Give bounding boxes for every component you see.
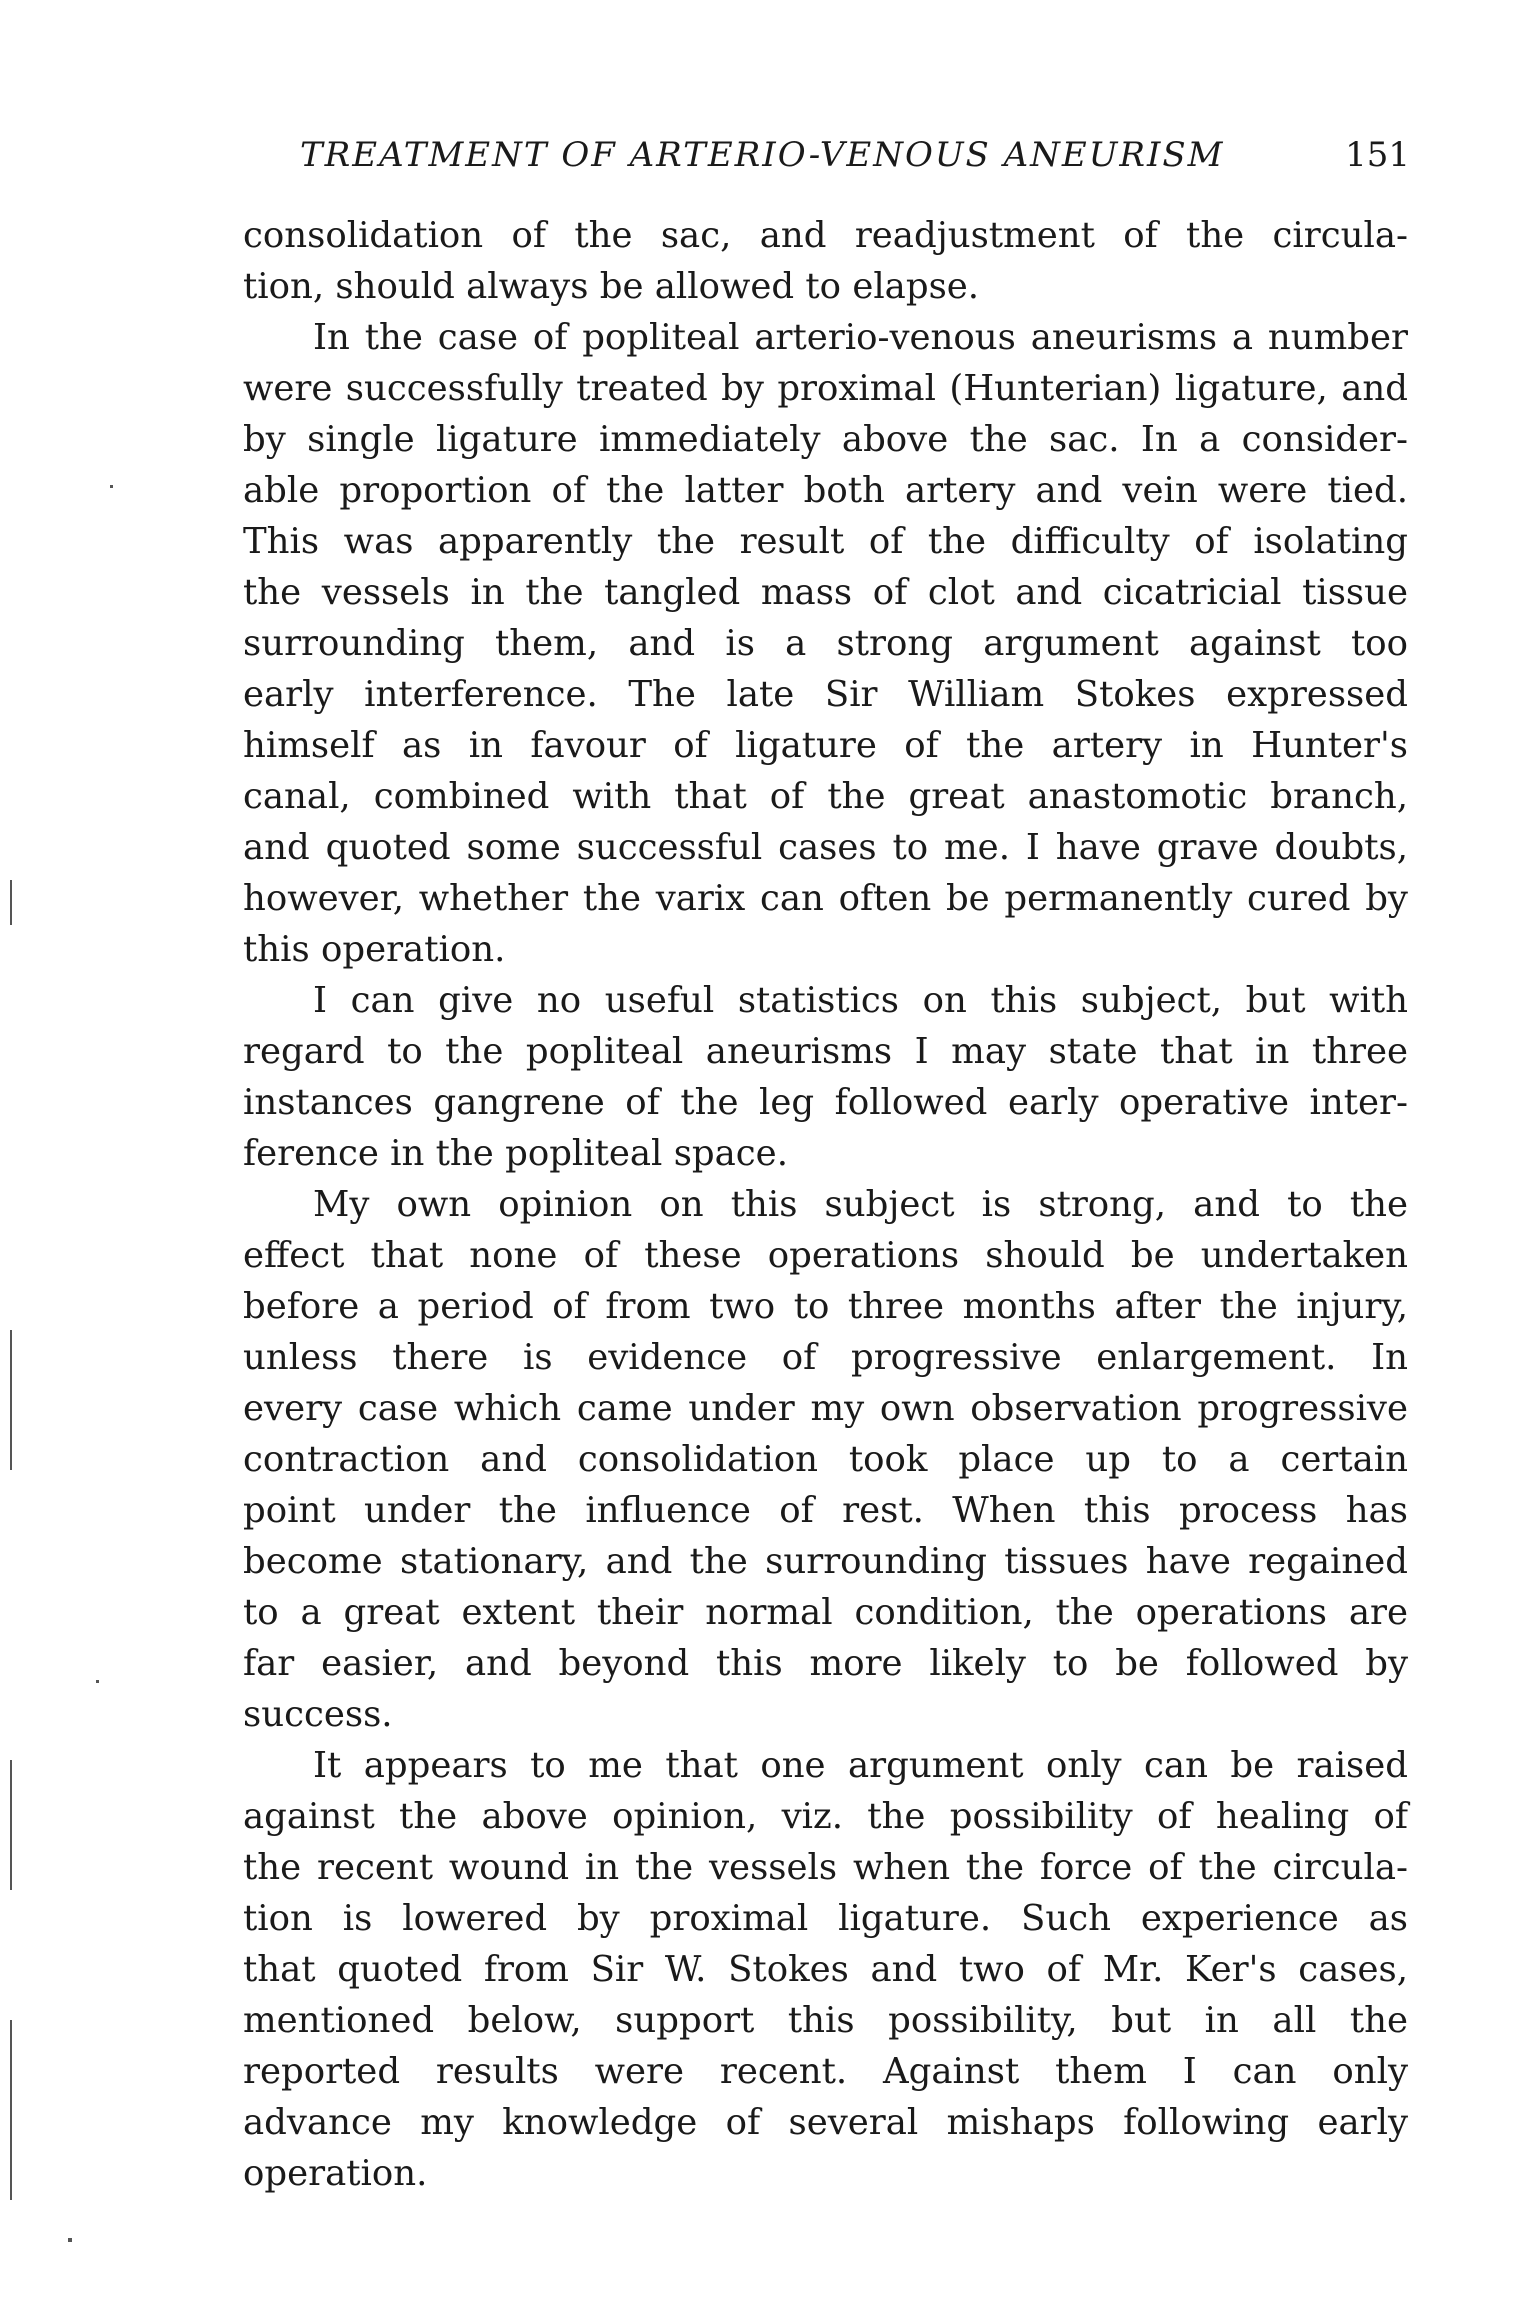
text-line: were successfully treated by proximal (Hunterian) ligature, and bbox=[243, 368, 1408, 409]
scan-mark bbox=[110, 485, 113, 488]
text-line: contraction and consolidation took place up to a certain bbox=[243, 1439, 1408, 1480]
text-line: This was apparently the result of the difficulty of isolating bbox=[243, 521, 1408, 562]
scan-mark bbox=[68, 2238, 72, 2242]
text-line: operation. bbox=[243, 2153, 428, 2194]
text-line: this operation. bbox=[243, 929, 506, 970]
text-line: ference in the popliteal space. bbox=[243, 1133, 788, 1174]
body-text bbox=[243, 210, 1408, 2199]
scan-mark bbox=[10, 1760, 12, 1890]
paragraph bbox=[243, 210, 1408, 312]
text-line: success. bbox=[243, 1694, 393, 1735]
text-line: and quoted some successful cases to me. I have grave doubts, bbox=[243, 827, 1408, 868]
text-line: far easier, and beyond this more likely to be followed by bbox=[243, 1643, 1408, 1684]
text-line: tion is lowered by proximal ligature. Such experience as bbox=[243, 1898, 1408, 1939]
text-line: that quoted from Sir W. Stokes and two of Mr. Ker's cases, bbox=[243, 1949, 1408, 1990]
text-line: canal, combined with that of the great anastomotic branch, bbox=[243, 776, 1408, 817]
paragraph bbox=[243, 312, 1408, 975]
text-line: early interference. The late Sir William Stokes expressed bbox=[243, 674, 1408, 715]
text-line: able proportion of the latter both artery and vein were tied. bbox=[243, 470, 1408, 511]
text-line: surrounding them, and is a strong argument against too bbox=[243, 623, 1408, 664]
scan-mark bbox=[10, 1330, 12, 1470]
text-line: against the above opinion, viz. the possibility of healing of bbox=[243, 1796, 1408, 1837]
text-line: the recent wound in the vessels when the force of the circula- bbox=[243, 1847, 1408, 1888]
text-line: himself as in favour of ligature of the artery in Hunter's bbox=[243, 725, 1408, 766]
text-line: however, whether the varix can often be permanently cured by bbox=[243, 878, 1408, 919]
paragraph bbox=[243, 975, 1408, 1179]
text-line: effect that none of these operations should be undertaken bbox=[243, 1235, 1408, 1276]
scan-mark bbox=[96, 1680, 99, 1683]
text-line: unless there is evidence of progressive enlargement. In bbox=[243, 1337, 1408, 1378]
text-line: become stationary, and the surrounding tissues have regained bbox=[243, 1541, 1408, 1582]
paragraph bbox=[243, 1740, 1408, 2199]
text-line: regard to the popliteal aneurisms I may state that in three bbox=[243, 1031, 1408, 1072]
scan-mark bbox=[10, 2020, 12, 2200]
scan-mark bbox=[10, 880, 12, 925]
page-number: 151 bbox=[1345, 135, 1410, 175]
text-line: advance my knowledge of several mishaps following early bbox=[243, 2102, 1408, 2143]
text-line: to a great extent their normal condition, the operations are bbox=[243, 1592, 1408, 1633]
text-line: the vessels in the tangled mass of clot and cicatricial tissue bbox=[243, 572, 1408, 613]
text-line: It appears to me that one argument only can be raised bbox=[313, 1745, 1408, 1786]
text-line: reported results were recent. Against them I can only bbox=[243, 2051, 1408, 2092]
text-line: I can give no useful statistics on this subject, but with bbox=[313, 980, 1408, 1021]
text-line: My own opinion on this subject is strong, and to the bbox=[313, 1184, 1408, 1225]
text-line: before a period of from two to three months after the injury, bbox=[243, 1286, 1408, 1327]
text-line: mentioned below, support this possibility, but in all the bbox=[243, 2000, 1408, 2041]
text-line: In the case of popliteal arterio-venous aneurisms a number bbox=[313, 317, 1408, 358]
text-line: tion, should always be allowed to elapse. bbox=[243, 266, 980, 307]
text-line: instances gangrene of the leg followed early operative inter- bbox=[243, 1082, 1408, 1123]
text-line: point under the influence of rest. When this process has bbox=[243, 1490, 1408, 1531]
paragraph bbox=[243, 1179, 1408, 1740]
text-line: every case which came under my own observation progressive bbox=[243, 1388, 1408, 1429]
page-header bbox=[300, 135, 1410, 185]
text-line: by single ligature immediately above the sac. In a consider- bbox=[243, 419, 1408, 460]
text-line: consolidation of the sac, and readjustment of the circula- bbox=[243, 215, 1408, 256]
running-head: TREATMENT OF ARTERIO-VENOUS ANEURISM bbox=[300, 135, 1225, 175]
